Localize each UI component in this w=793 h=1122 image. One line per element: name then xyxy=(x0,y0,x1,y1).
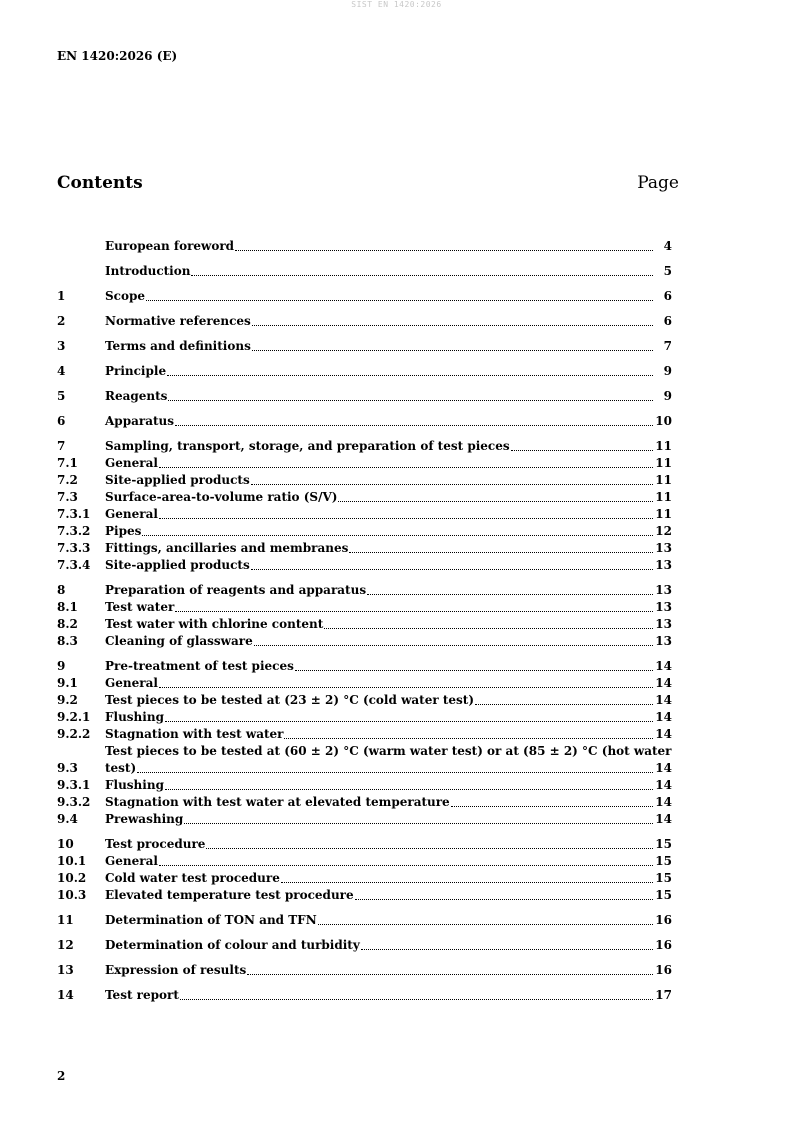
dot-leader xyxy=(165,721,653,722)
toc-entry-number: 8 xyxy=(57,583,66,597)
toc-entry-page: 14 xyxy=(655,659,672,673)
toc-entry-page: 17 xyxy=(655,988,672,1002)
toc-entry[interactable] xyxy=(57,675,672,692)
toc-entry-number: 9.2.1 xyxy=(57,710,91,724)
toc-entry-page: 14 xyxy=(655,727,672,741)
toc-entry[interactable] xyxy=(57,363,672,380)
toc-entry-number: 8.2 xyxy=(57,617,78,631)
toc-entry-title: General xyxy=(105,456,158,470)
toc-entry-page: 14 xyxy=(655,710,672,724)
toc-entry[interactable] xyxy=(57,743,672,777)
toc-entry[interactable] xyxy=(57,388,672,405)
dot-leader xyxy=(184,823,653,824)
dot-leader xyxy=(252,350,653,351)
toc-entry-number: 9.3.2 xyxy=(57,795,91,809)
toc-entry-page: 14 xyxy=(655,693,672,707)
toc-entry[interactable] xyxy=(57,887,672,904)
dot-leader xyxy=(251,569,653,570)
toc-entry-page: 12 xyxy=(655,524,672,538)
toc-entry[interactable] xyxy=(57,912,672,929)
toc-entry-number: 7.2 xyxy=(57,473,78,487)
toc-entry-title: Apparatus xyxy=(105,414,174,428)
dot-leader xyxy=(175,425,653,426)
toc-entry-page: 11 xyxy=(655,507,672,521)
dot-leader xyxy=(367,594,653,595)
page-column-label: Page xyxy=(637,173,679,193)
toc-entry-number: 7.3.3 xyxy=(57,541,91,555)
dot-leader xyxy=(252,325,653,326)
toc-entry-title: Cleaning of glassware xyxy=(105,634,253,648)
dot-leader xyxy=(146,300,653,301)
toc-entry[interactable] xyxy=(57,836,672,853)
toc-entry[interactable] xyxy=(57,870,672,887)
toc-entry-number: 11 xyxy=(57,913,74,927)
toc-entry-title: Site-applied products xyxy=(105,473,250,487)
toc-entry-number: 7.3.1 xyxy=(57,507,91,521)
toc-entry-title: Reagents xyxy=(105,389,168,403)
dot-leader xyxy=(137,772,653,773)
toc-entry-title: Site-applied products xyxy=(105,558,250,572)
toc-entry[interactable] xyxy=(57,962,672,979)
toc-entry[interactable] xyxy=(57,853,672,870)
toc-entry-number: 10.1 xyxy=(57,854,87,868)
toc-entry[interactable] xyxy=(57,692,672,709)
toc-entry-title: Determination of TON and TFN xyxy=(105,913,317,927)
toc-entry-page: 15 xyxy=(655,871,672,885)
toc-entry[interactable] xyxy=(57,557,672,574)
toc-entry-number: 10 xyxy=(57,837,74,851)
toc-entry[interactable] xyxy=(57,811,672,828)
toc-entry-page: 9 xyxy=(663,389,672,403)
dot-leader xyxy=(511,450,653,451)
page-number: 2 xyxy=(57,1069,66,1083)
toc-entry-number: 8.3 xyxy=(57,634,78,648)
toc-entry-page: 13 xyxy=(655,558,672,572)
toc-entry[interactable] xyxy=(57,413,672,430)
toc-entry[interactable] xyxy=(57,633,672,650)
dot-leader xyxy=(175,611,653,612)
toc-entry[interactable] xyxy=(57,582,672,599)
toc-entry-page: 13 xyxy=(655,600,672,614)
toc-entry[interactable] xyxy=(57,489,672,506)
dot-leader xyxy=(247,974,653,975)
toc-entry-title: General xyxy=(105,676,158,690)
toc-entry-page: 15 xyxy=(655,854,672,868)
dot-leader xyxy=(159,687,653,688)
toc-entry-page: 14 xyxy=(655,812,672,826)
toc-entry-title: Terms and definitions xyxy=(105,339,251,353)
toc-entry-page: 16 xyxy=(655,913,672,927)
dot-leader xyxy=(180,999,653,1000)
document-id: EN 1420:2026 (E) xyxy=(57,49,178,63)
toc-entry-page: 14 xyxy=(655,761,672,775)
toc-entry-number: 9.3.1 xyxy=(57,778,91,792)
toc-entry-number: 9 xyxy=(57,659,66,673)
dot-leader xyxy=(361,949,653,950)
toc-entry-number: 9.4 xyxy=(57,812,78,826)
toc-entry-page: 14 xyxy=(655,676,672,690)
toc-entry[interactable] xyxy=(57,937,672,954)
toc-entry[interactable] xyxy=(57,658,672,675)
toc-entry-number: 1 xyxy=(57,289,66,303)
dot-leader xyxy=(318,924,653,925)
dot-leader xyxy=(142,535,653,536)
toc-entry-page: 14 xyxy=(655,795,672,809)
toc-entry-number: 6 xyxy=(57,414,66,428)
toc-entry[interactable] xyxy=(57,599,672,616)
toc-entry[interactable] xyxy=(57,523,672,540)
dot-leader xyxy=(349,552,653,553)
toc-entry-page: 7 xyxy=(663,339,672,353)
toc-entry-title: Determination of colour and turbidity xyxy=(105,938,360,952)
toc-entry-page: 13 xyxy=(655,583,672,597)
toc-entry-page: 14 xyxy=(655,778,672,792)
toc-entry-title: Prewashing xyxy=(105,812,184,826)
toc-entry-title: Introduction xyxy=(105,264,191,278)
toc-entry-title: Elevated temperature test procedure xyxy=(105,888,354,902)
toc-entry-title: Pipes xyxy=(105,524,142,538)
toc-entry-page: 13 xyxy=(655,541,672,555)
toc-entry-number: 5 xyxy=(57,389,66,403)
dot-leader xyxy=(251,484,653,485)
toc-entry[interactable] xyxy=(57,540,672,557)
dot-leader xyxy=(165,789,653,790)
toc-entry[interactable] xyxy=(57,263,672,280)
toc-entry-number: 7.3.2 xyxy=(57,524,91,538)
toc-entry-number: 9.2 xyxy=(57,693,78,707)
toc-entry[interactable] xyxy=(57,616,672,633)
toc-entry-number: 14 xyxy=(57,988,74,1002)
dot-leader xyxy=(295,670,653,671)
toc-entry[interactable] xyxy=(57,794,672,811)
dot-leader xyxy=(235,250,653,251)
toc-entry-page: 10 xyxy=(655,414,672,428)
toc-entry-number: 7 xyxy=(57,439,66,453)
toc-entry-number: 10.2 xyxy=(57,871,87,885)
toc-entry-title: Test pieces to be tested at (60 ± 2) °C (warm water test) or at (85 ± 2) °C (hot water xyxy=(105,744,672,758)
toc-entry-number: 7.1 xyxy=(57,456,78,470)
toc-entry-title: Test report xyxy=(105,988,179,1002)
toc-entry-page: 15 xyxy=(655,837,672,851)
toc-entry-number: 13 xyxy=(57,963,74,977)
dot-leader xyxy=(159,467,653,468)
dot-leader xyxy=(451,806,653,807)
dot-leader xyxy=(338,501,653,502)
toc-entry-title: Surface-area-to-volume ratio (S/V) xyxy=(105,490,338,504)
table-of-contents xyxy=(57,238,672,1004)
dot-leader xyxy=(159,518,653,519)
toc-entry[interactable] xyxy=(57,709,672,726)
toc-entry-title: Pre-treatment of test pieces xyxy=(105,659,294,673)
toc-entry-page: 16 xyxy=(655,963,672,977)
dot-leader xyxy=(281,882,653,883)
toc-entry[interactable] xyxy=(57,438,672,455)
toc-entry-number: 2 xyxy=(57,314,66,328)
toc-entry-page: 13 xyxy=(655,617,672,631)
toc-entry[interactable] xyxy=(57,455,672,472)
toc-entry-title: Principle xyxy=(105,364,167,378)
watermark: SIST EN 1420:2026 xyxy=(351,0,442,9)
dot-leader xyxy=(206,848,653,849)
toc-entry-number: 3 xyxy=(57,339,66,353)
toc-entry-page: 11 xyxy=(655,456,672,470)
toc-entry-title: Test water with chlorine content xyxy=(105,617,324,631)
dot-leader xyxy=(168,400,653,401)
dot-leader xyxy=(475,704,653,705)
toc-entry[interactable] xyxy=(57,506,672,523)
toc-entry-number: 12 xyxy=(57,938,74,952)
contents-heading: Contents xyxy=(57,173,143,193)
toc-entry[interactable] xyxy=(57,288,672,305)
toc-entry-page: 11 xyxy=(655,439,672,453)
dot-leader xyxy=(159,865,653,866)
toc-entry-page: 13 xyxy=(655,634,672,648)
toc-entry[interactable] xyxy=(57,238,672,255)
toc-entry-title: Flushing xyxy=(105,778,164,792)
toc-entry-number: 7.3 xyxy=(57,490,78,504)
toc-entry[interactable] xyxy=(57,313,672,330)
toc-entry-number: 9.2.2 xyxy=(57,727,91,741)
toc-entry-number: 9.1 xyxy=(57,676,78,690)
toc-entry-title: Expression of results xyxy=(105,963,247,977)
toc-entry-title: Stagnation with test water at elevated temperature xyxy=(105,795,450,809)
dot-leader xyxy=(167,375,653,376)
toc-entry-number: 8.1 xyxy=(57,600,78,614)
dot-leader xyxy=(254,645,653,646)
toc-entry-page: 16 xyxy=(655,938,672,952)
toc-entry-page: 6 xyxy=(663,289,672,303)
toc-entry-title: Test water xyxy=(105,600,175,614)
toc-entry-title: Normative references xyxy=(105,314,251,328)
toc-entry-page: 15 xyxy=(655,888,672,902)
toc-entry-title: Stagnation with test water xyxy=(105,727,284,741)
toc-entry-title: Test pieces to be tested at (23 ± 2) °C (cold water test) xyxy=(105,693,474,707)
toc-entry[interactable] xyxy=(57,472,672,489)
toc-entry-page: 6 xyxy=(663,314,672,328)
toc-entry[interactable] xyxy=(57,777,672,794)
dot-leader xyxy=(284,738,653,739)
toc-entry-title: General xyxy=(105,507,158,521)
toc-entry-title: Flushing xyxy=(105,710,164,724)
toc-entry-number: 7.3.4 xyxy=(57,558,91,572)
toc-entry-title: Preparation of reagents and apparatus xyxy=(105,583,367,597)
toc-entry-page: 4 xyxy=(663,239,672,253)
toc-entry-page: 11 xyxy=(655,473,672,487)
dot-leader xyxy=(191,275,653,276)
toc-entry-title: Test procedure xyxy=(105,837,206,851)
toc-entry-title-continued: test) xyxy=(105,761,137,775)
toc-entry-number: 9.3 xyxy=(57,761,78,775)
dot-leader xyxy=(355,899,653,900)
toc-entry-page: 11 xyxy=(655,490,672,504)
toc-entry[interactable] xyxy=(57,338,672,355)
toc-entry-number: 4 xyxy=(57,364,66,378)
toc-entry-title: European foreword xyxy=(105,239,235,253)
toc-entry-title: Cold water test procedure xyxy=(105,871,280,885)
toc-entry-title: General xyxy=(105,854,158,868)
dot-leader xyxy=(324,628,653,629)
toc-entry-page: 9 xyxy=(663,364,672,378)
toc-entry-title: Scope xyxy=(105,289,146,303)
toc-entry[interactable] xyxy=(57,726,672,743)
toc-entry-title: Sampling, transport, storage, and preparation of test pieces xyxy=(105,439,510,453)
toc-entry-number: 10.3 xyxy=(57,888,87,902)
toc-entry[interactable] xyxy=(57,987,672,1004)
toc-entry-title: Fittings, ancillaries and membranes xyxy=(105,541,349,555)
toc-entry-page: 5 xyxy=(663,264,672,278)
